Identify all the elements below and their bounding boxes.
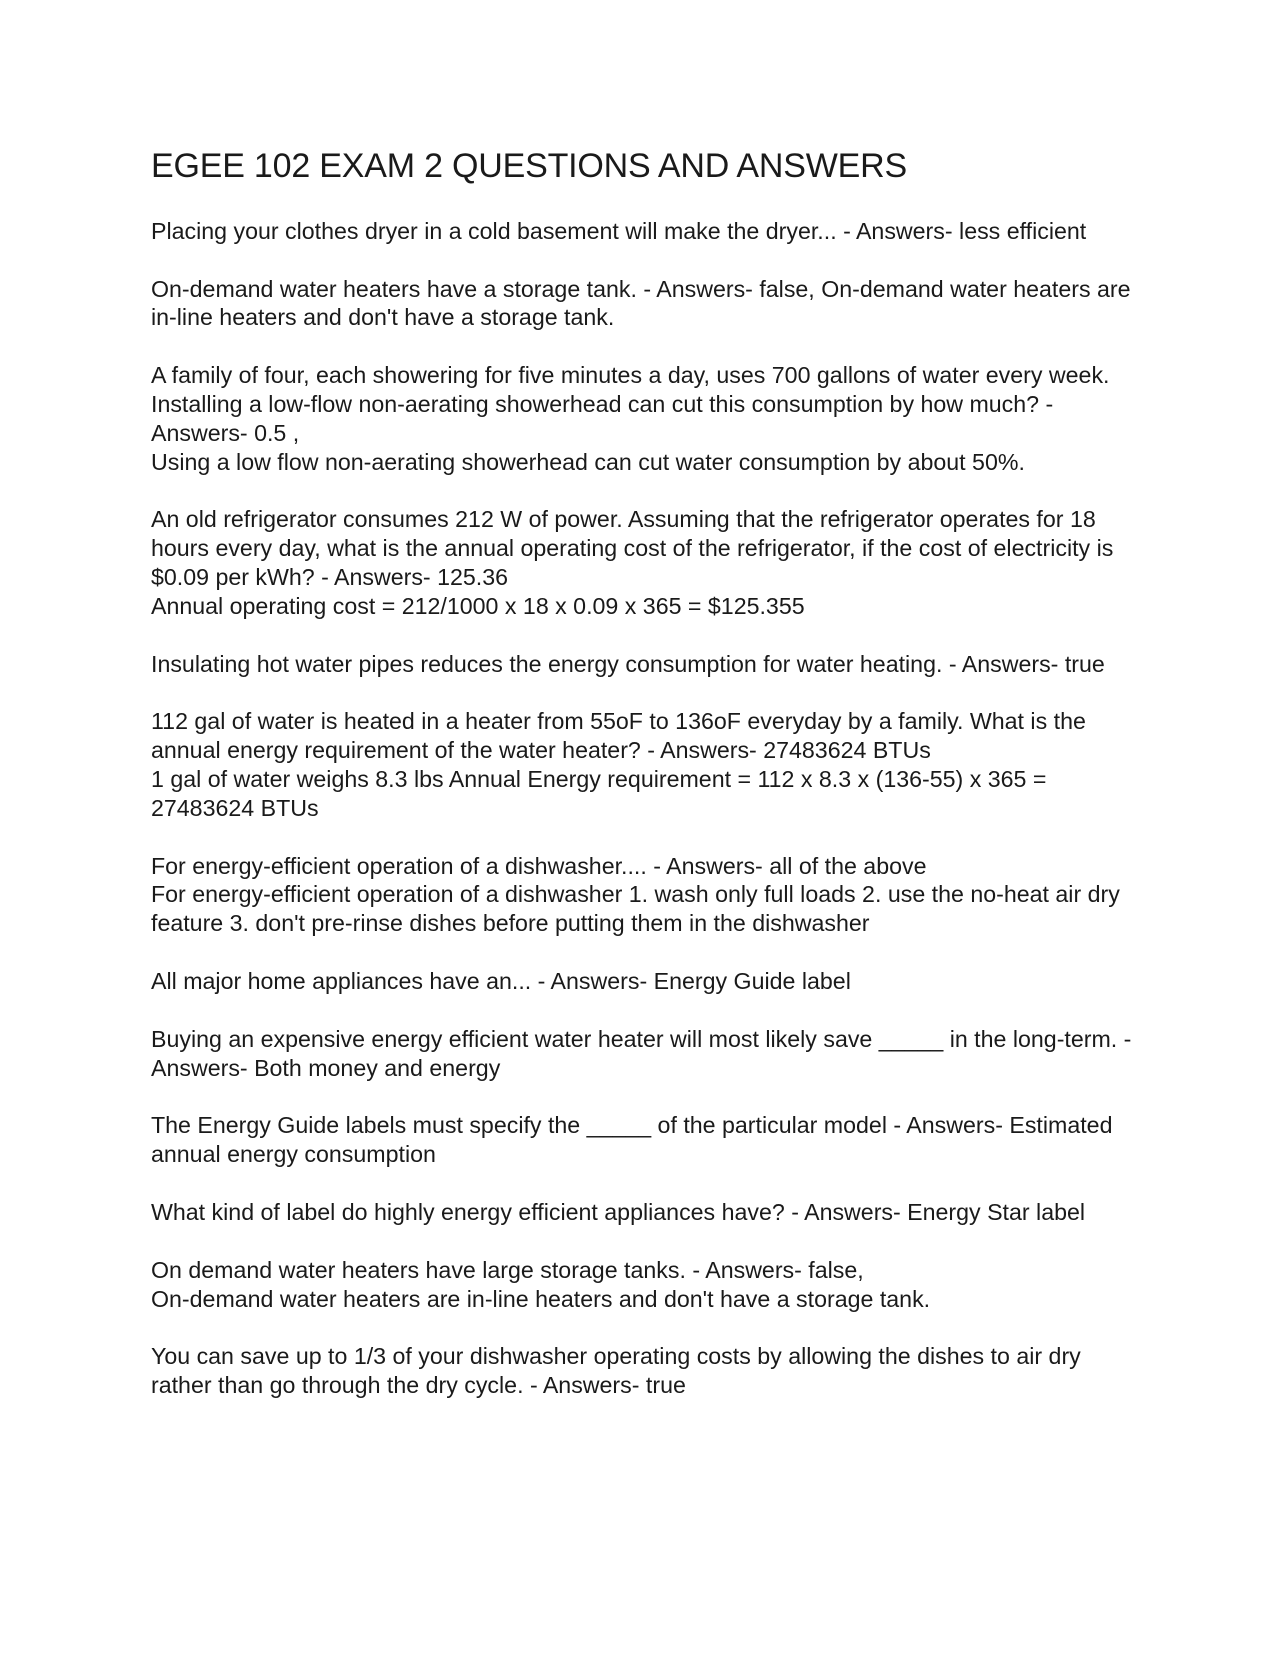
qa-item xyxy=(151,852,1136,938)
qa-text-line: Insulating hot water pipes reduces the energy consumption for water heating. - Answers- true xyxy=(151,650,1105,677)
qa-item xyxy=(151,217,1136,246)
qa-text-line: Placing your clothes dryer in a cold basement will make the dryer... - Answers- less efficient xyxy=(151,217,1087,244)
qa-text-line: What kind of label do highly energy efficient appliances have? - Answers- Energy Star label xyxy=(151,1198,1086,1225)
qa-text-line: For energy-efficient operation of a dishwasher 1. wash only full loads 2. use the no-heat air dry feature 3. don't pre-rinse dishes before putting them in the dishwasher xyxy=(151,881,1120,937)
document-page xyxy=(151,146,1136,1429)
qa-text-line: On demand water heaters have large storage tanks. - Answers- false, xyxy=(151,1256,864,1283)
qa-text-line: The Energy Guide labels must specify the _____ of the particular model - Answers- Estimated annual energy consumption xyxy=(151,1112,1113,1168)
qa-text-line: 1 gal of water weighs 8.3 lbs Annual Energy requirement = 112 x 8.3 x (136-55) x 365 = 27483624 BTUs xyxy=(151,765,1047,821)
qa-text-line: On-demand water heaters have a storage tank. - Answers- false, On-demand water heaters are in-line heaters and don't have a storage tank. xyxy=(151,275,1131,331)
qa-item xyxy=(151,1256,1136,1314)
qa-text-line: Using a low flow non-aerating showerhead can cut water consumption by about 50%. xyxy=(151,448,1025,475)
qa-item xyxy=(151,707,1136,822)
qa-item xyxy=(151,505,1136,620)
qa-item xyxy=(151,1025,1136,1083)
qa-item xyxy=(151,275,1136,333)
qa-item xyxy=(151,1111,1136,1169)
qa-item xyxy=(151,967,1136,996)
qa-text-line: You can save up to 1/3 of your dishwasher operating costs by allowing the dishes to air dry rather than go through the dry cycle. - Answers- true xyxy=(151,1343,1081,1399)
qa-item xyxy=(151,650,1136,679)
qa-text-line: A family of four, each showering for five minutes a day, uses 700 gallons of water every week. Installing a low-flow non-aerating showerhead can cut this consumption by how much? - Answers- 0.5 , xyxy=(151,362,1110,446)
qa-text-line: 112 gal of water is heated in a heater from 55oF to 136oF everyday by a family. What is the annual energy requirement of the water heater? - Answers- 27483624 BTUs xyxy=(151,708,1086,764)
qa-item xyxy=(151,361,1136,476)
qa-text-line: All major home appliances have an... - Answers- Energy Guide label xyxy=(151,967,851,994)
qa-item xyxy=(151,1198,1136,1227)
qa-list xyxy=(151,217,1136,1400)
document-title: EGEE 102 EXAM 2 QUESTIONS AND ANSWERS xyxy=(151,147,907,185)
qa-text-line: For energy-efficient operation of a dishwasher.... - Answers- all of the above xyxy=(151,852,927,879)
qa-item xyxy=(151,1342,1136,1400)
qa-text-line: Buying an expensive energy efficient water heater will most likely save _____ in the long-term. - Answers- Both money and energy xyxy=(151,1025,1132,1081)
qa-text-line: An old refrigerator consumes 212 W of power. Assuming that the refrigerator operates for 18 hours every day, what is the annual operating cost of the refrigerator, if the cost of electricity is $0.09 per kWh? - Answers- 125.36 xyxy=(151,506,1114,590)
qa-text-line: Annual operating cost = 212/1000 x 18 x 0.09 x 365 = $125.355 xyxy=(151,592,805,619)
qa-text-line: On-demand water heaters are in-line heaters and don't have a storage tank. xyxy=(151,1285,931,1312)
